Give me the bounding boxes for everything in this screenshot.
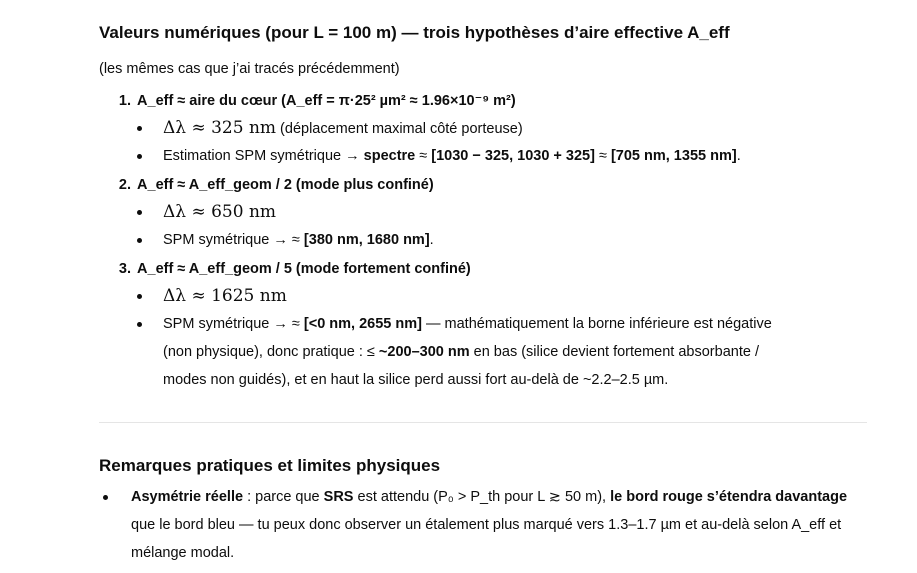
remark-text-3: que le bord bleu — tu peux donc observer un étalement plus marqué vers 1.3–1.7 µm et au-delà selon A_eff et mélange modal. bbox=[131, 517, 842, 561]
intro-paragraph: (les mêmes cas que j’ai tracés précédemment) bbox=[99, 61, 400, 77]
bullet-dot bbox=[137, 210, 142, 215]
case-1-spm-prefix: Estimation SPM symétrique → bbox=[163, 148, 364, 164]
case-3-spm-lower-note: en bas (silice devient fortement absorbante / bbox=[469, 344, 759, 360]
case-3-spm-upper-note: modes non guidés), et en haut la silice perd aussi fort au-delà de ~2.2–2.5 µm. bbox=[163, 372, 669, 388]
section-heading-values: Valeurs numériques (pour L = 100 m) — trois hypothèses d’aire effective A_eff bbox=[99, 23, 730, 42]
case-2-delta-lambda: Δλ ≈ 650 nm bbox=[163, 202, 277, 222]
case-3-spm-note: — mathématiquement la borne inférieure est négative bbox=[421, 316, 772, 332]
case-1-spm-spectre: spectre bbox=[363, 148, 416, 164]
case-1-spm-end: . bbox=[736, 148, 741, 164]
bullet-dot bbox=[137, 294, 142, 299]
case-3-title: A_eff ≈ A_eff_geom / 5 (mode fortement confiné) bbox=[137, 261, 471, 277]
bullet-dot bbox=[103, 495, 108, 500]
case-1-spm-interval: [705 nm, 1355 nm] bbox=[610, 148, 737, 164]
remark-srs: SRS bbox=[323, 489, 354, 505]
remark-asymmetry-label: Asymétrie réelle bbox=[131, 489, 244, 505]
case-2-number: 2. bbox=[118, 177, 131, 193]
case-1-spm-interval-expr: [1030 − 325, 1030 + 325] bbox=[431, 148, 595, 164]
bullet-dot bbox=[137, 126, 142, 131]
bullet-dot bbox=[137, 238, 142, 243]
case-3-spm-practical: (non physique), donc pratique : ≤ bbox=[163, 344, 379, 360]
remark-text-1: : parce que bbox=[243, 489, 324, 505]
case-1-math-note: (déplacement maximal côté porteuse) bbox=[276, 121, 523, 137]
case-3-heading bbox=[99, 259, 471, 279]
bullet-dot bbox=[137, 154, 142, 159]
remark-text-2: est attendu (P₀ > P_th pour L ≳ 50 m), bbox=[353, 489, 611, 505]
case-2-spm-end: . bbox=[429, 232, 434, 248]
case-1-heading bbox=[99, 91, 516, 111]
case-1-spm-approx-2: ≈ bbox=[594, 148, 611, 164]
case-3-delta-lambda: Δλ ≈ 1625 nm bbox=[163, 286, 287, 306]
case-3-spm-interval: [<0 nm, 2655 nm] bbox=[303, 316, 422, 332]
section-divider bbox=[99, 422, 867, 423]
section-heading-remarks: Remarques pratiques et limites physiques bbox=[99, 456, 441, 475]
case-3-spm-prefix: SPM symétrique → ≈ bbox=[163, 316, 304, 332]
case-2-spm-interval: [380 nm, 1680 nm] bbox=[303, 232, 430, 248]
case-3-number: 3. bbox=[118, 261, 131, 277]
case-1-delta-lambda: Δλ ≈ 325 nm bbox=[163, 118, 277, 138]
case-3-spm-lower-bound: ~200–300 nm bbox=[378, 344, 470, 360]
remark-red-edge: le bord rouge s’étendra davantage bbox=[610, 489, 848, 505]
bullet-dot bbox=[137, 322, 142, 327]
case-2-title: A_eff ≈ A_eff_geom / 2 (mode plus confiné) bbox=[137, 177, 434, 193]
case-1-spm-approx: ≈ bbox=[415, 148, 432, 164]
case-1-number: 1. bbox=[118, 93, 131, 109]
case-2-spm-prefix: SPM symétrique → ≈ bbox=[163, 232, 304, 248]
case-1-title: A_eff ≈ aire du cœur (A_eff = π·25² µm² ≈ 1.96×10⁻⁹ m²) bbox=[137, 93, 516, 109]
case-2-heading bbox=[99, 175, 434, 195]
